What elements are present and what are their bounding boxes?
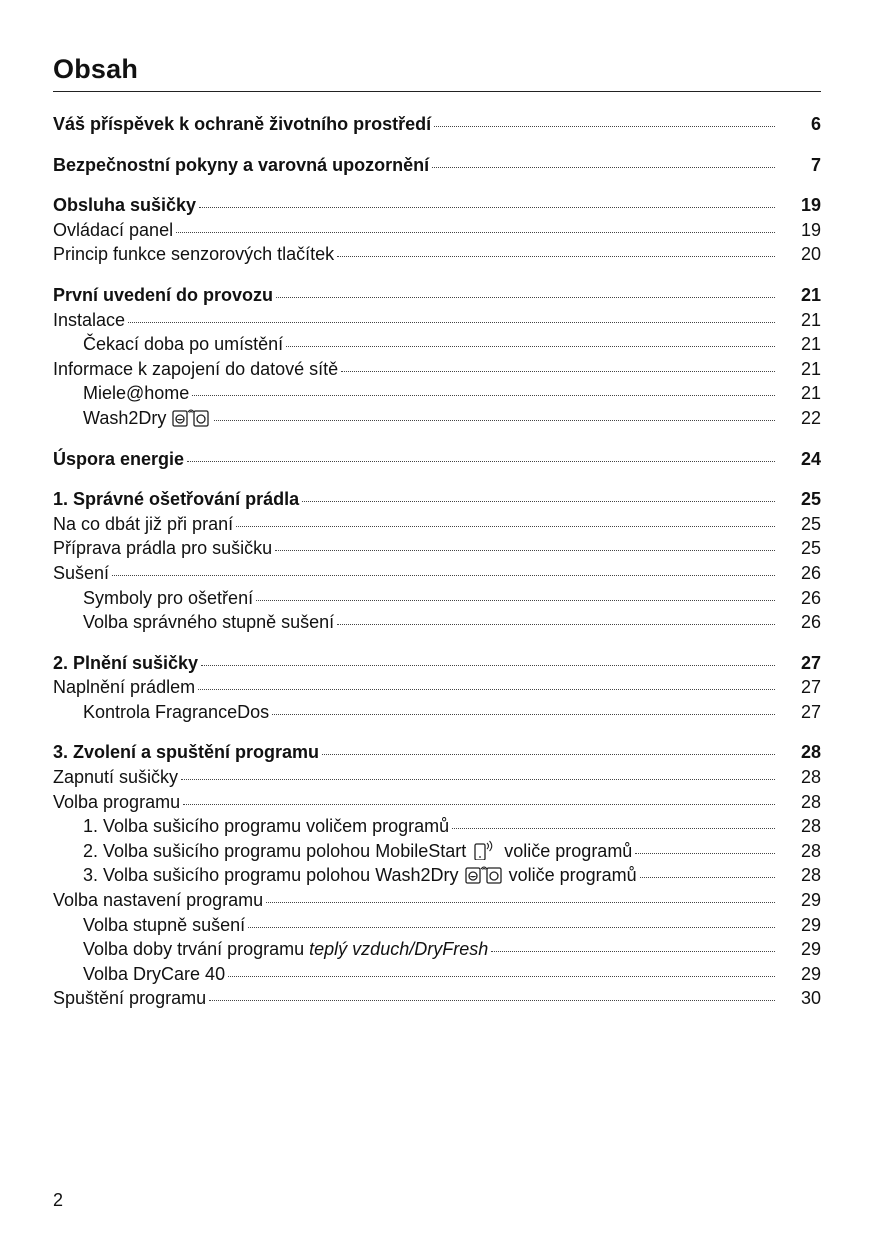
toc-entry-text: 1. Volba sušicího programu voličem programů (83, 816, 450, 837)
toc-page-number: 28 (800, 791, 821, 812)
toc-page-number: 21 (800, 309, 821, 330)
toc-section (53, 153, 821, 178)
toc-entry-label (83, 962, 225, 987)
toc-page-number: 28 (800, 742, 821, 763)
toc-page-number: 22 (800, 407, 821, 428)
dot-leader (491, 951, 775, 952)
toc-entry-text: Ovládací panel (53, 219, 174, 240)
toc-entry-label (83, 406, 211, 434)
toc-entry-miele-home[interactable] (53, 381, 821, 406)
toc-entry-text: Sušení (53, 562, 110, 583)
toc-page-number: 28 (800, 840, 821, 861)
toc-entry-obsluha-susicky[interactable] (53, 193, 821, 218)
toc-entry-volba-nastaveni-programu[interactable] (53, 888, 821, 913)
toc-entry-vas-prispevek-k-ochrane-zivotniho-prostredi[interactable] (53, 112, 821, 137)
toc-entry-text: Na co dbát již při praní (53, 513, 234, 534)
dot-leader (302, 501, 775, 502)
toc-entry-label (53, 357, 338, 382)
toc-entry-italic-text: teplý vzduch/DryFresh (309, 939, 489, 960)
dot-leader (209, 1000, 775, 1001)
toc-entry-label (83, 839, 632, 867)
toc-entry-na-co-dbat-jiz-pri-prani[interactable] (53, 512, 821, 537)
toc-entry-1-volba-susiciho-programu-volicem-programu[interactable] (53, 814, 821, 839)
toc-entry-text-after: voliče programů (508, 865, 637, 886)
toc-entry-text: Volba správného stupně sušení (83, 612, 335, 633)
dot-leader (199, 207, 775, 208)
toc-entry-label (83, 381, 189, 406)
toc-entry-ovladaci-panel[interactable] (53, 218, 821, 243)
toc-entry-text: Informace k zapojení do datové sítě (53, 358, 339, 379)
toc-entry-label (53, 242, 334, 267)
toc-entry-text: 1. Správné ošetřování prádla (53, 489, 300, 510)
dot-leader (640, 877, 775, 878)
toc-entry-2-volba-susiciho-programu-polohou-mobilestart[interactable] (53, 839, 821, 864)
toc-section (53, 651, 821, 725)
dot-leader (452, 828, 775, 829)
dot-leader (434, 126, 775, 127)
toc-entry-label (53, 308, 125, 333)
toc-page-number: 25 (800, 513, 821, 534)
toc-entry-text: Zapnutí sušičky (53, 767, 179, 788)
dot-leader (228, 976, 775, 977)
dot-leader (214, 420, 775, 421)
dot-leader (337, 256, 775, 257)
toc-entry-label (83, 863, 637, 891)
toc-entry-cekaci-doba-po-umisteni[interactable] (53, 332, 821, 357)
toc-entry-text: 3. Volba sušicího programu polohou Wash2Dry (83, 865, 459, 886)
toc-entry-symboly-pro-osetreni[interactable] (53, 586, 821, 611)
toc-page-number: 25 (800, 489, 821, 510)
dot-leader (256, 600, 775, 601)
toc-entry-text: Naplnění prádlem (53, 677, 196, 698)
toc-page-number: 26 (800, 587, 821, 608)
toc-section (53, 740, 821, 1011)
toc-entry-1-spravne-osetrovani-pradla[interactable] (53, 487, 821, 512)
dot-leader (183, 804, 775, 805)
toc-section (53, 447, 821, 472)
toc-entry-naplneni-pradlem[interactable] (53, 675, 821, 700)
toc-page-number: 27 (800, 677, 821, 698)
toc-page-number: 27 (800, 652, 821, 673)
toc-entry-text: Kontrola FragranceDos (83, 701, 270, 722)
toc-entry-text: Úspora energie (53, 448, 185, 469)
toc-section (53, 193, 821, 267)
toc-entry-label (53, 112, 431, 137)
toc-entry-volba-stupne-suseni[interactable] (53, 913, 821, 938)
page-title: Obsah (53, 54, 139, 84)
toc-page-number: 29 (800, 939, 821, 960)
mobilestart-icon (472, 840, 498, 867)
toc-entry-3-zvoleni-a-spusteni-programu[interactable] (53, 740, 821, 765)
dot-leader (635, 853, 775, 854)
toc-entry-text: Váš příspěvek k ochraně životního prostředí (53, 114, 432, 134)
toc-entry-wash2dry[interactable] (53, 406, 821, 431)
dot-leader (276, 297, 775, 298)
toc-page-number: 26 (800, 612, 821, 633)
toc-entry-text: Volba doby trvání programu (83, 939, 305, 960)
dot-leader (201, 665, 775, 666)
wash2dry-icon (172, 407, 210, 434)
toc-entry-text: Princip funkce senzorových tlačítek (53, 244, 335, 265)
toc-entry-text: Instalace (53, 309, 126, 330)
dot-leader (272, 714, 775, 715)
dot-leader (248, 927, 775, 928)
dot-leader (112, 575, 775, 576)
toc-page-number: 28 (800, 865, 821, 886)
toc-entry-2-plneni-susicky[interactable] (53, 651, 821, 676)
toc-entry-label (53, 986, 206, 1011)
dot-leader (432, 167, 775, 168)
toc-page-number: 21 (800, 334, 821, 355)
dot-leader (128, 322, 775, 323)
toc-entry-text: Volba programu (53, 791, 181, 812)
dot-leader (275, 550, 775, 551)
toc-page-number: 19 (800, 219, 821, 240)
toc-entry-label (53, 561, 109, 586)
toc-entry-label (53, 283, 273, 308)
toc-entry-text: Miele@home (83, 383, 190, 404)
toc-entry-label (53, 536, 272, 561)
toc-section (53, 112, 821, 137)
toc-entry-label (83, 610, 334, 635)
toc-page-number: 29 (800, 914, 821, 935)
toc-entry-prvni-uvedeni-do-provozu[interactable] (53, 283, 821, 308)
toc-page-number: 30 (800, 988, 821, 1009)
toc-page-number: 7 (810, 154, 821, 175)
page-number: 2 (53, 1190, 64, 1210)
toc-entry-label (53, 193, 196, 218)
toc-page-number: 28 (800, 816, 821, 837)
dot-leader (187, 461, 775, 462)
dot-leader (198, 689, 775, 690)
toc-entry-zapnuti-susicky[interactable] (53, 765, 821, 790)
toc-entry-label (83, 332, 283, 357)
toc-entry-spusteni-programu[interactable] (53, 986, 821, 1011)
toc-entry-label (53, 447, 184, 472)
toc-entry-label (53, 740, 319, 765)
dot-leader (176, 232, 775, 233)
dot-leader (236, 526, 775, 527)
toc-entry-label (53, 153, 429, 178)
toc-entry-text: Volba DryCare 40 (83, 963, 226, 984)
toc-entry-text: Obsluha sušičky (53, 195, 197, 216)
toc-entry-text: Spuštění programu (53, 988, 207, 1009)
toc-page-number: 6 (810, 114, 821, 134)
toc-entry-label (53, 675, 195, 700)
dot-leader (181, 779, 775, 780)
toc-entry-instalace[interactable] (53, 308, 821, 333)
toc-page-number: 27 (800, 701, 821, 722)
toc-entry-text: 2. Plnění sušičky (53, 652, 199, 673)
toc-page-number: 21 (800, 383, 821, 404)
dot-leader (337, 624, 775, 625)
toc-entry-text: Bezpečnostní pokyny a varovná upozornění (53, 154, 430, 175)
toc-entry-volba-doby-trvani-programu[interactable] (53, 937, 821, 962)
toc-page-number: 24 (800, 448, 821, 469)
toc-entry-label (83, 814, 449, 839)
toc-entry-bezpecnostni-pokyny-a-varovna-upozorneni[interactable] (53, 153, 821, 178)
dot-leader (192, 395, 775, 396)
toc-page-number: 26 (800, 562, 821, 583)
toc-entry-label (53, 487, 299, 512)
toc-page-number: 21 (800, 358, 821, 379)
toc-entry-text: Volba nastavení programu (53, 890, 264, 911)
toc-entry-informace-k-zapojeni-do-datove-site[interactable] (53, 357, 821, 382)
toc-entry-label (83, 700, 269, 725)
dot-leader (286, 346, 775, 347)
toc-entry-label (83, 586, 253, 611)
toc-entry-volba-spravneho-stupne-suseni[interactable] (53, 610, 821, 635)
toc-entry-princip-funkce-senzorovych-tlacitek[interactable] (53, 242, 821, 267)
dot-leader (322, 754, 775, 755)
toc-page-number: 20 (800, 244, 821, 265)
toc-entry-suseni[interactable] (53, 561, 821, 586)
toc-page-number: 21 (800, 284, 821, 305)
toc-page-number: 19 (800, 195, 821, 216)
toc-entry-uspora-energie[interactable] (53, 447, 821, 472)
toc-entry-label (53, 765, 178, 790)
toc-entry-label (53, 790, 180, 815)
toc-entry-3-volba-susiciho-programu-polohou-wash2dry[interactable] (53, 863, 821, 888)
toc-entry-text-after: voliče programů (504, 840, 633, 861)
table-of-contents (53, 112, 821, 1027)
toc-section (53, 283, 821, 431)
toc-entry-text: Příprava prádla pro sušičku (53, 538, 273, 559)
wash2dry-icon (465, 864, 503, 891)
toc-entry-kontrola-fragrancedos[interactable] (53, 700, 821, 725)
toc-entry-volba-programu[interactable] (53, 790, 821, 815)
toc-entry-text: Symboly pro ošetření (83, 587, 254, 608)
dot-leader (341, 371, 775, 372)
toc-entry-label (53, 512, 233, 537)
toc-page-number: 29 (800, 963, 821, 984)
toc-entry-label (83, 913, 245, 938)
toc-entry-text: První uvedení do provozu (53, 284, 274, 305)
toc-entry-label (83, 937, 488, 962)
toc-entry-priprava-pradla-pro-susicku[interactable] (53, 536, 821, 561)
toc-section (53, 487, 821, 635)
toc-entry-label (53, 651, 198, 676)
dot-leader (266, 902, 775, 903)
toc-page-number: 25 (800, 538, 821, 559)
toc-page-number: 29 (800, 890, 821, 911)
toc-entry-text: 3. Zvolení a spuštění programu (53, 742, 320, 763)
toc-entry-text: Volba stupně sušení (83, 914, 246, 935)
title-divider (53, 91, 821, 92)
toc-entry-volba-drycare-40[interactable] (53, 962, 821, 987)
toc-entry-label (53, 218, 173, 243)
toc-entry-label (53, 888, 263, 913)
toc-entry-text: 2. Volba sušicího programu polohou MobileStart (83, 840, 467, 861)
toc-entry-text: Čekací doba po umístění (83, 334, 284, 355)
toc-entry-text: Wash2Dry (83, 407, 167, 428)
toc-page-number: 28 (800, 767, 821, 788)
